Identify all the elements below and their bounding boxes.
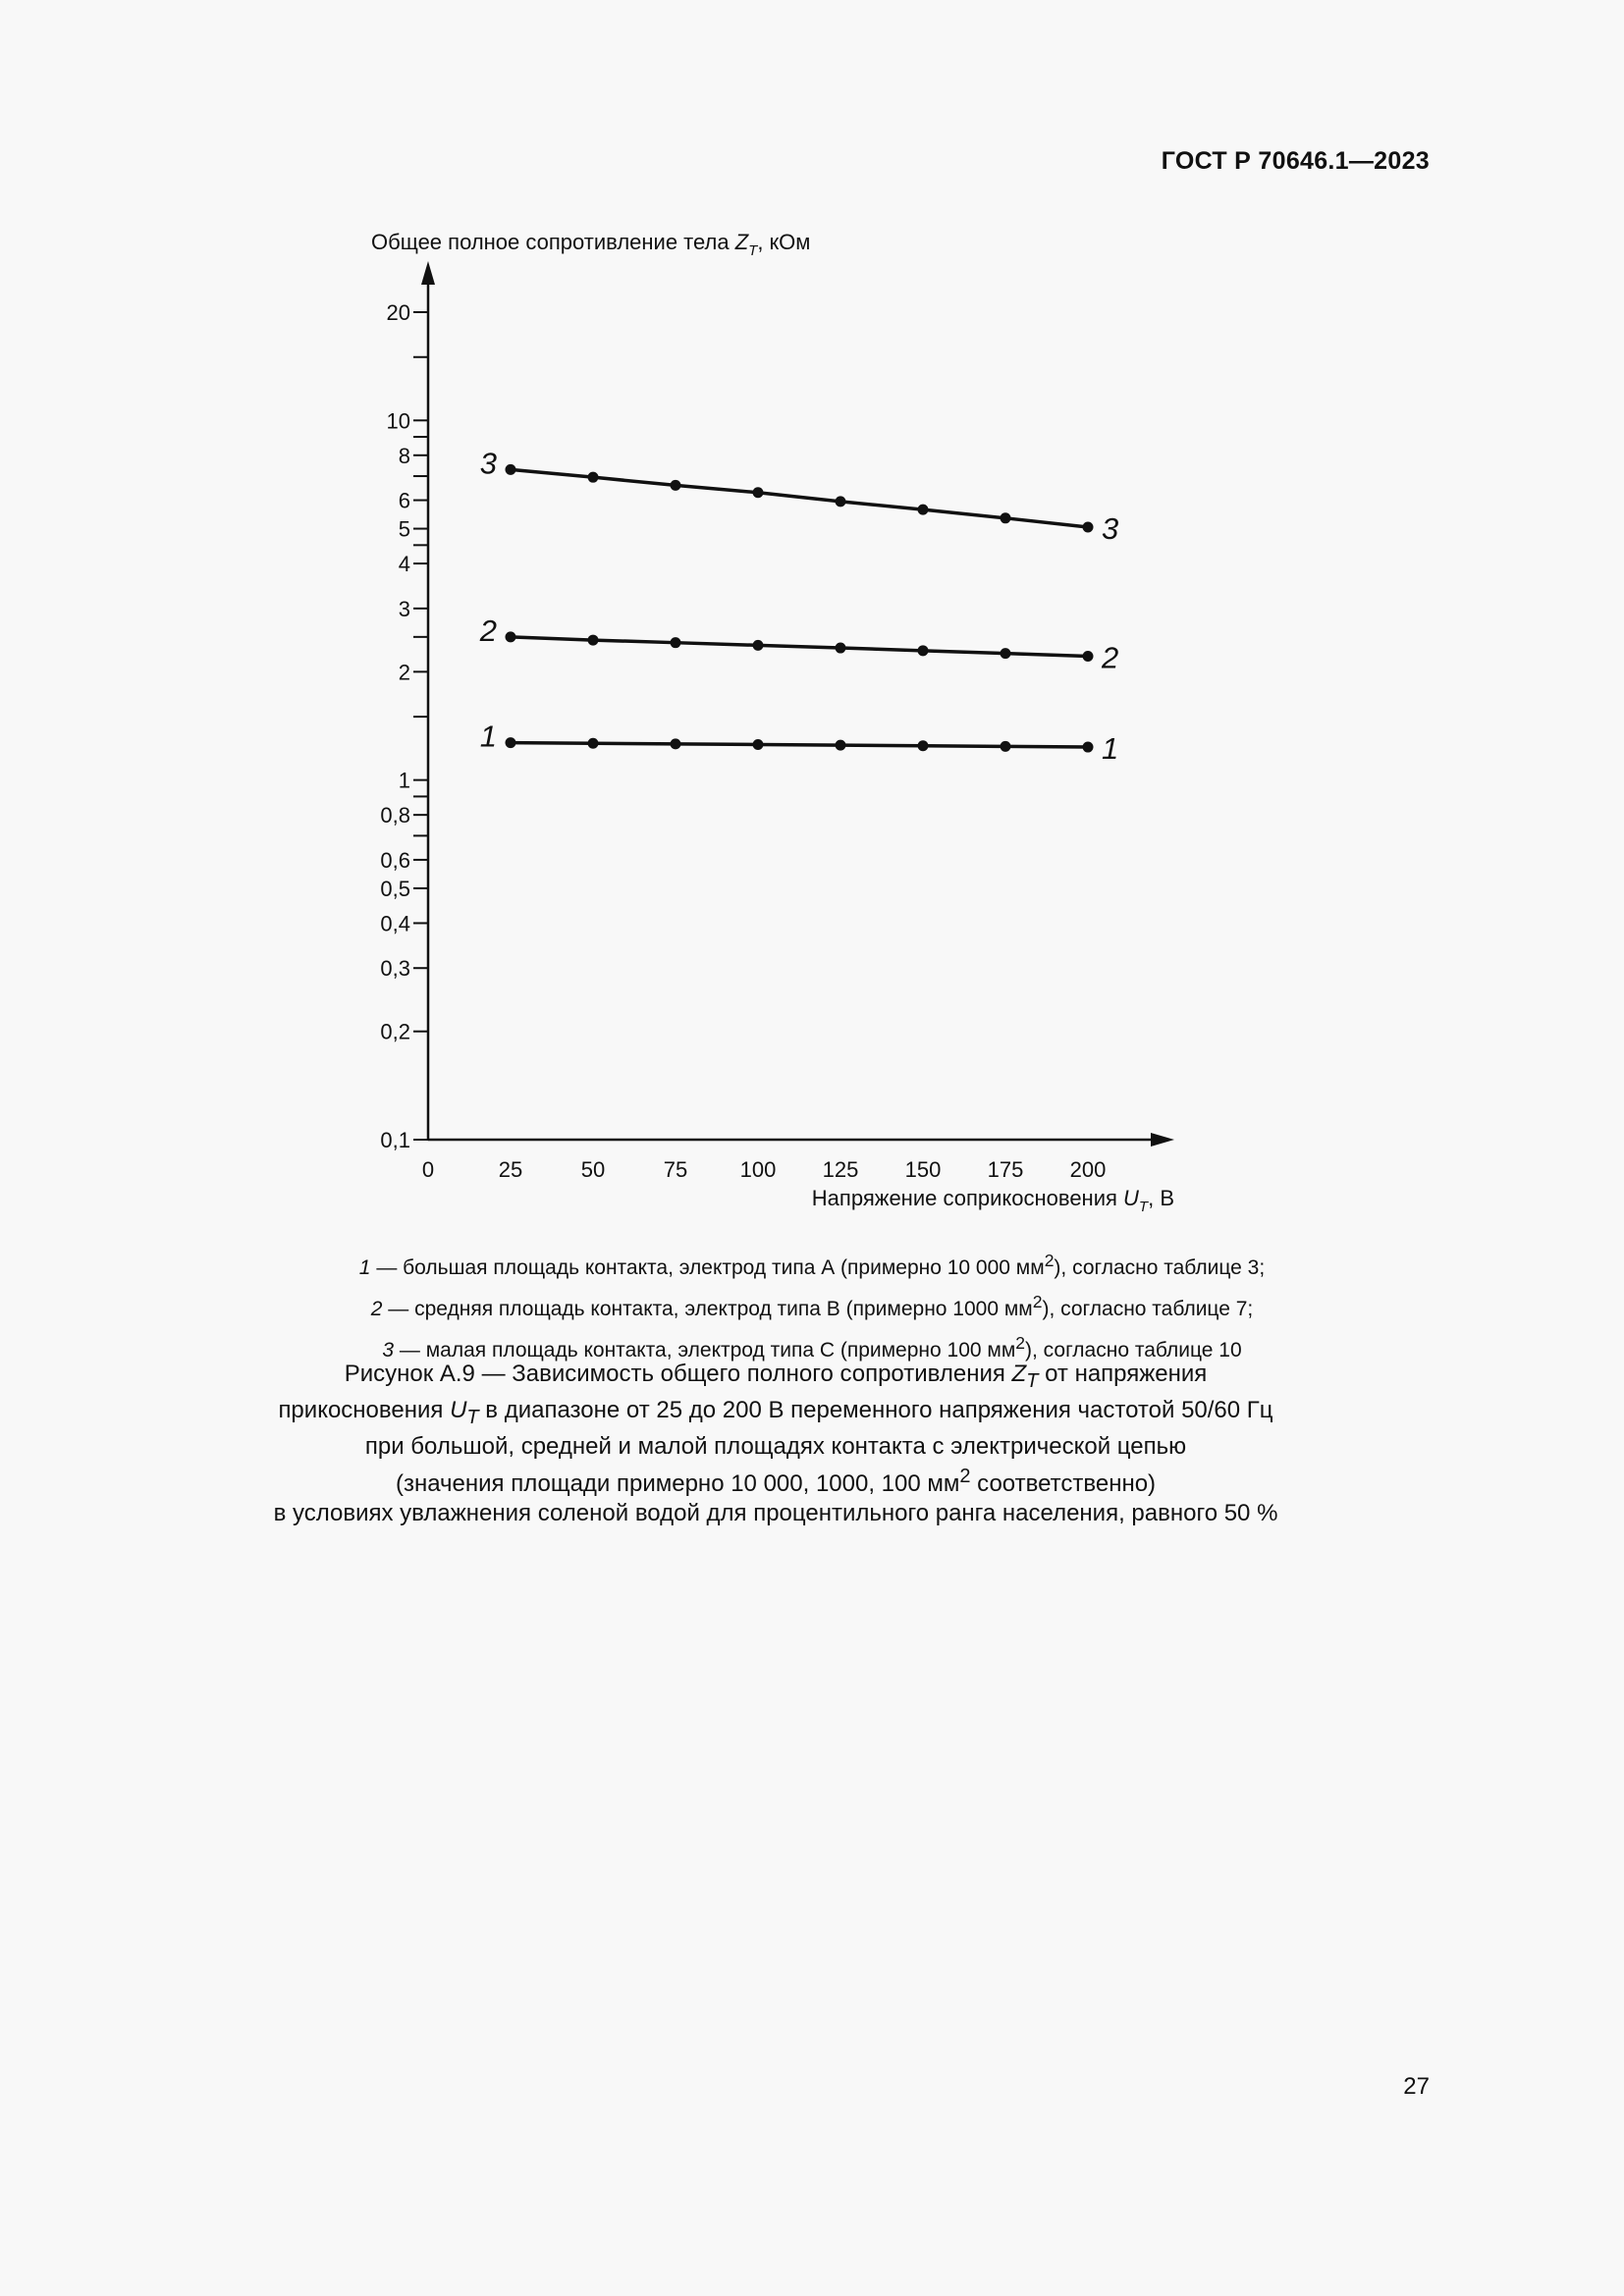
x-tick-label: 25 bbox=[498, 1157, 523, 1182]
caption-sub-var: T bbox=[1026, 1369, 1039, 1392]
caption-line bbox=[0, 1396, 1551, 1432]
y-axis-label-prefix: Общее полное сопротивление тела bbox=[371, 230, 735, 254]
caption-text: (значения площади примерно 10 000, 1000, 100 мм bbox=[395, 1469, 960, 1497]
caption-text: от напряжения bbox=[1038, 1361, 1208, 1387]
x-axis-label-var: U bbox=[1123, 1186, 1139, 1210]
x-axis-arrow bbox=[1151, 1133, 1174, 1147]
caption-sup: 2 bbox=[959, 1465, 971, 1487]
data-point bbox=[918, 740, 929, 751]
y-axis-label bbox=[371, 230, 810, 259]
data-point bbox=[506, 631, 516, 642]
y-axis-label-suffix: , кОм bbox=[757, 230, 811, 254]
data-point bbox=[753, 487, 764, 498]
caption-text: прикосновения bbox=[278, 1396, 451, 1423]
y-tick-label: 6 bbox=[398, 488, 410, 513]
legend-num: 2 bbox=[370, 1298, 383, 1320]
x-axis-label-sub: T bbox=[1138, 1199, 1149, 1215]
y-tick-label: 20 bbox=[386, 300, 410, 325]
document-id: ГОСТ Р 70646.1—2023 bbox=[1161, 147, 1430, 175]
data-point bbox=[1001, 741, 1011, 752]
caption-text: соответственно) bbox=[970, 1469, 1157, 1497]
legend-text: — большая площадь контакта, электрод типа А (примерно 10 000 мм bbox=[370, 1256, 1045, 1279]
caption-line: в условиях увлажнения соленой водой для процентильного ранга населения, равного 50 % bbox=[273, 1499, 1278, 1526]
data-point bbox=[1001, 648, 1011, 659]
legend-sup: 2 bbox=[1015, 1333, 1026, 1353]
y-tick-label: 0,5 bbox=[380, 876, 410, 901]
y-tick-label: 5 bbox=[398, 516, 410, 542]
legend-item bbox=[0, 1244, 1624, 1285]
y-axis-label-sub: T bbox=[748, 242, 758, 259]
caption-line bbox=[0, 1360, 1551, 1396]
legend-sup: 2 bbox=[1032, 1292, 1043, 1311]
data-point bbox=[506, 464, 516, 475]
data-point bbox=[836, 740, 846, 751]
caption-sub bbox=[1026, 1370, 1038, 1392]
x-tick-label: 75 bbox=[663, 1157, 688, 1182]
x-axis-label-prefix: Напряжение соприкосновения bbox=[811, 1186, 1124, 1210]
y-tick-label: 2 bbox=[398, 660, 410, 685]
legend-text-end: ), согласно таблице 10 bbox=[1025, 1339, 1242, 1362]
series-label-end: 3 bbox=[1102, 510, 1119, 546]
y-tick-label: 0,6 bbox=[380, 847, 410, 873]
y-tick-label: 3 bbox=[398, 596, 410, 621]
legend-text-end: ), согласно таблице 7; bbox=[1042, 1298, 1254, 1320]
y-axis-label-var: Z bbox=[734, 230, 749, 254]
legend-sup: 2 bbox=[1044, 1251, 1055, 1270]
y-tick-label: 0,2 bbox=[380, 1019, 410, 1044]
figure-caption bbox=[0, 1360, 1551, 1528]
x-tick-label: 200 bbox=[1069, 1157, 1107, 1182]
y-tick-label: 0,8 bbox=[380, 803, 410, 828]
data-point bbox=[1083, 742, 1094, 753]
caption-var: U bbox=[450, 1396, 467, 1423]
data-point bbox=[1083, 521, 1094, 532]
x-axis-label bbox=[812, 1186, 1174, 1215]
legend-num: 3 bbox=[382, 1339, 395, 1362]
x-tick-label: 50 bbox=[580, 1157, 606, 1182]
data-point bbox=[671, 738, 681, 749]
series-label-start: 2 bbox=[479, 613, 497, 648]
y-tick-label: 1 bbox=[398, 768, 410, 793]
data-point bbox=[836, 496, 846, 507]
legend-text: — средняя площадь контакта, электрод типа В (примерно 1000 мм bbox=[382, 1298, 1033, 1320]
chart-legend bbox=[0, 1244, 1624, 1367]
caption-line: при большой, средней и малой площадях контакта с электрической цепью bbox=[364, 1432, 1187, 1460]
caption-var: Z bbox=[1011, 1361, 1027, 1387]
data-point bbox=[506, 737, 516, 748]
x-tick-label: 175 bbox=[987, 1157, 1024, 1182]
caption-text: в диапазоне от 25 до 200 В переменного напряжения частотой 50/60 Гц bbox=[478, 1396, 1273, 1423]
data-point bbox=[588, 472, 599, 483]
x-tick-label: 0 bbox=[421, 1157, 435, 1182]
y-tick-label: 8 bbox=[398, 443, 410, 468]
data-point bbox=[918, 505, 929, 515]
y-tick-label: 0,4 bbox=[380, 911, 410, 936]
data-point bbox=[588, 635, 599, 646]
series-label-start: 1 bbox=[479, 719, 497, 754]
data-point bbox=[1083, 651, 1094, 662]
x-tick-label: 125 bbox=[822, 1157, 859, 1182]
y-tick-label: 0,3 bbox=[380, 956, 410, 982]
caption-line bbox=[0, 1462, 1551, 1499]
data-point bbox=[1001, 512, 1011, 523]
legend-text: — малая площадь контакта, электрод типа С (примерно 100 мм bbox=[394, 1339, 1016, 1362]
caption-sub-var: T bbox=[466, 1406, 479, 1428]
legend-text-end: ), согласно таблице 3; bbox=[1054, 1256, 1266, 1279]
y-tick-label: 4 bbox=[398, 552, 410, 577]
page-number: 27 bbox=[1403, 2073, 1430, 2100]
y-axis-arrow bbox=[421, 261, 435, 285]
x-axis-label-suffix: , В bbox=[1148, 1186, 1174, 1210]
x-tick-label: 100 bbox=[739, 1157, 777, 1182]
series-label-end: 1 bbox=[1102, 731, 1119, 767]
data-point bbox=[918, 645, 929, 656]
legend-num: 1 bbox=[358, 1256, 371, 1279]
y-tick-label: 10 bbox=[386, 408, 410, 434]
y-tick-label: 0,1 bbox=[380, 1128, 410, 1152]
data-point bbox=[671, 637, 681, 648]
caption-sub bbox=[466, 1407, 478, 1428]
data-point bbox=[836, 643, 846, 654]
x-tick-label: 150 bbox=[904, 1157, 942, 1182]
data-point bbox=[588, 738, 599, 749]
data-point bbox=[753, 640, 764, 651]
series-label-end: 2 bbox=[1102, 640, 1119, 675]
legend-item bbox=[0, 1285, 1624, 1326]
series-label-start: 3 bbox=[479, 446, 497, 481]
caption-text: Рисунок А.9 — Зависимость общего полного сопротивления bbox=[344, 1361, 1012, 1387]
data-point bbox=[671, 480, 681, 491]
data-point bbox=[753, 739, 764, 750]
